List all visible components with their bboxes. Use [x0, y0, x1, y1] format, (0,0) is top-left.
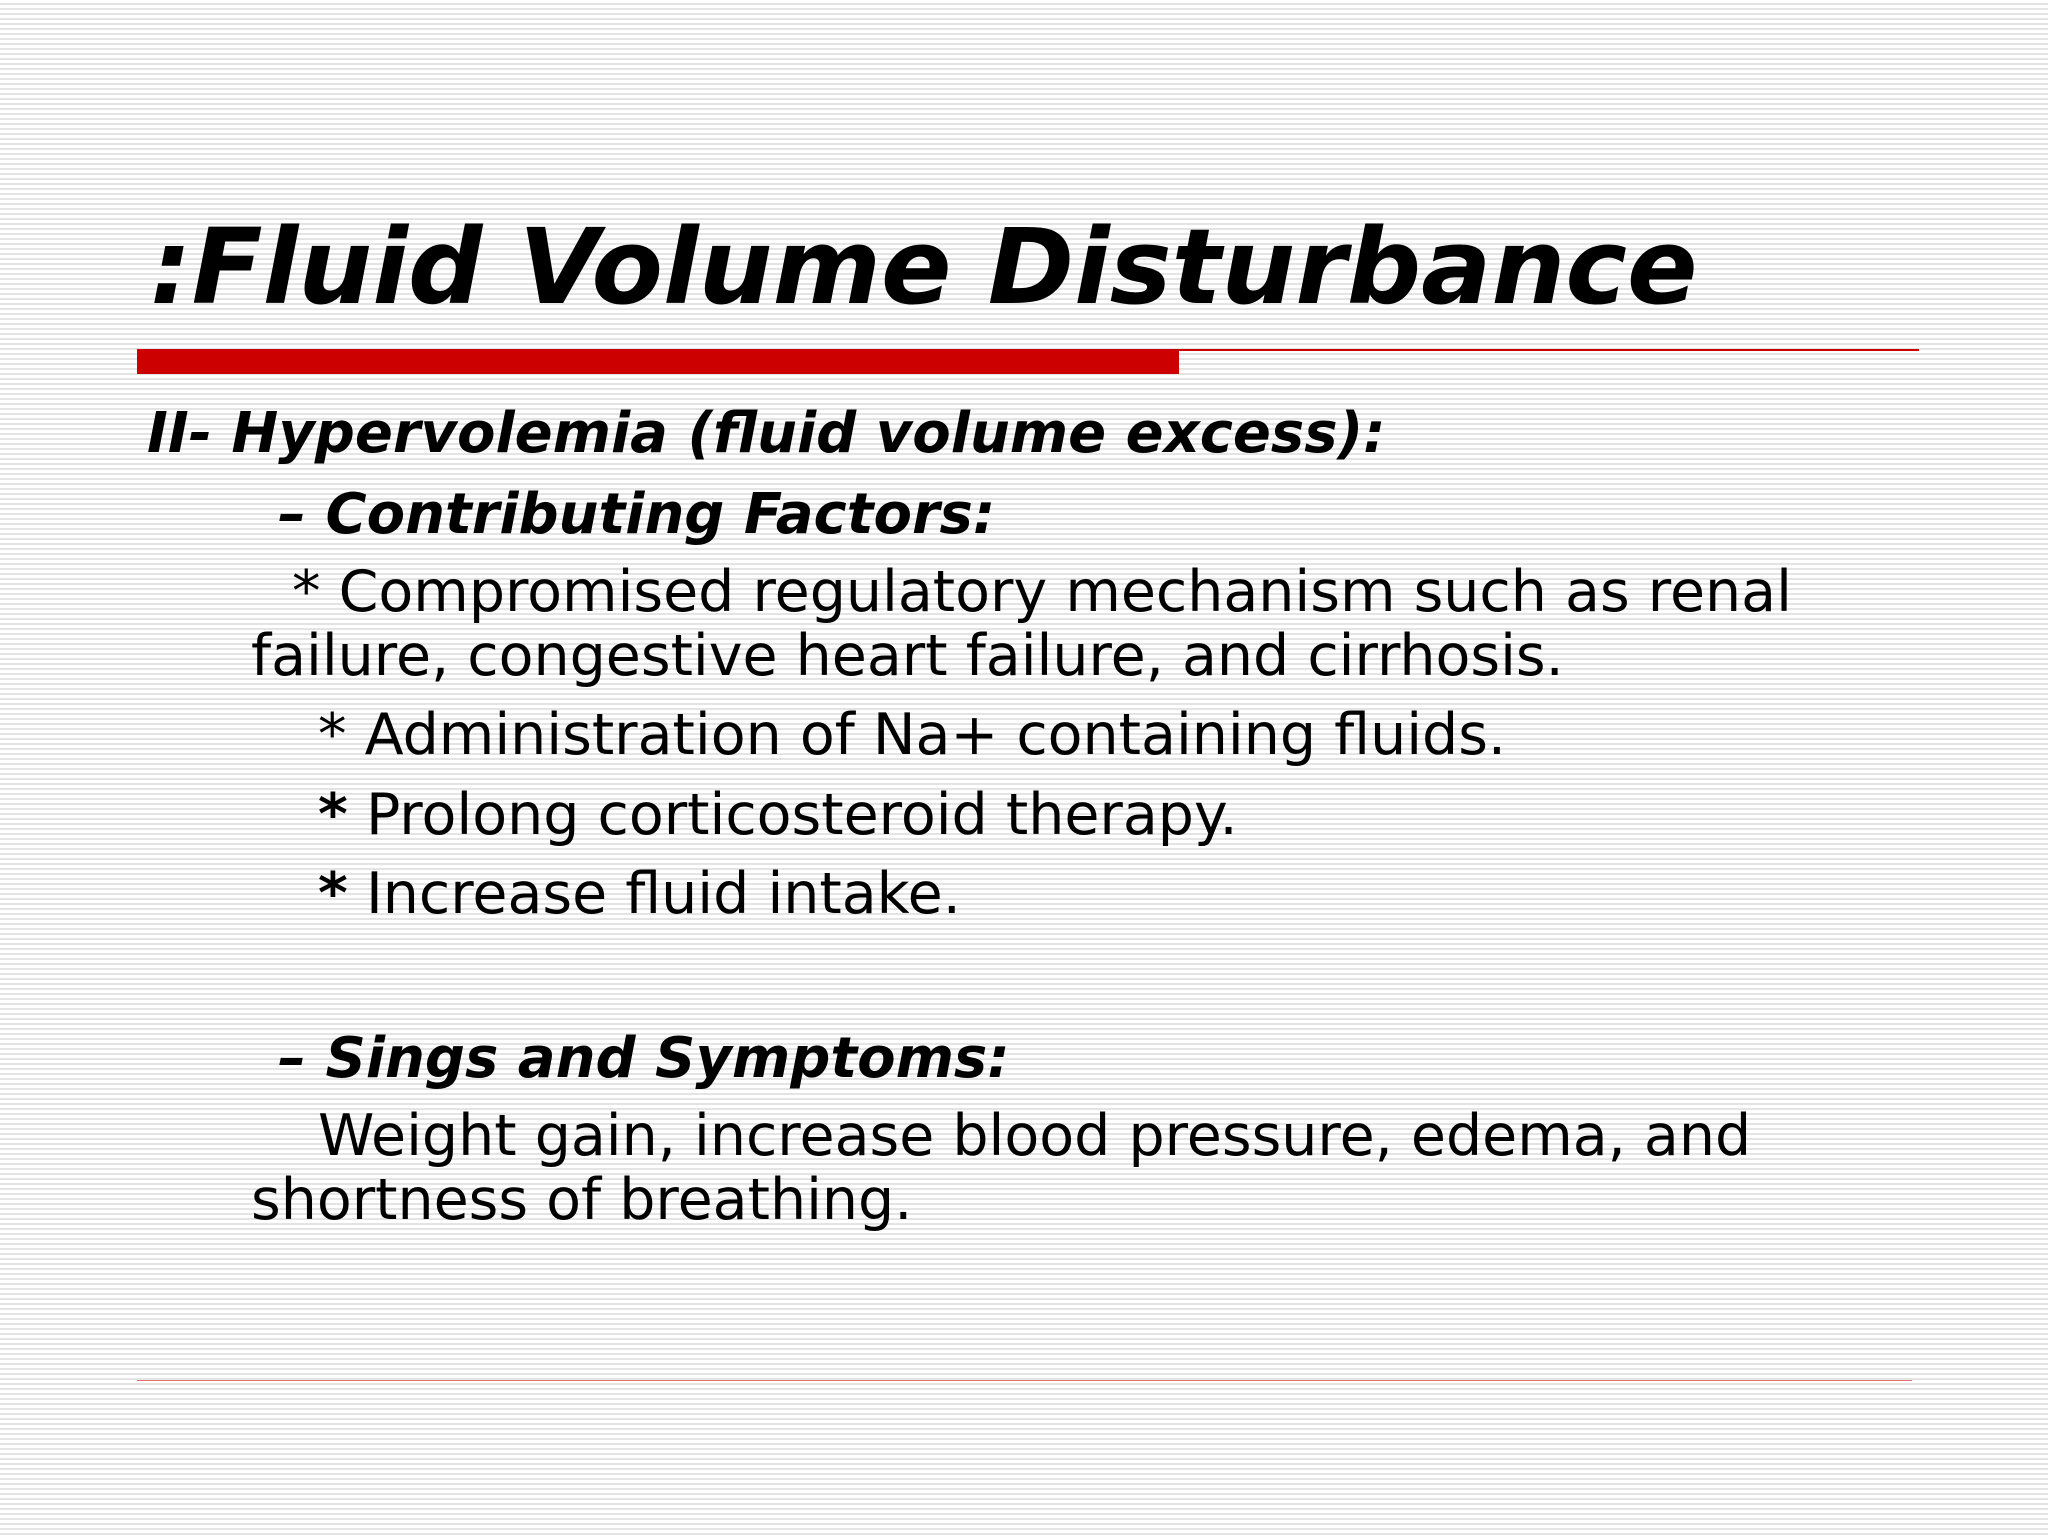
contributing-factors-label: Contributing Factors:: [325, 482, 996, 547]
factor-item-3-text: Prolong corticosteroid therapy.: [365, 782, 1238, 848]
factor-item-1-text: Compromised regulatory mechanism such as renal: [338, 559, 1792, 625]
bullet-star: *: [318, 702, 347, 768]
factor-item-4: [318, 862, 961, 927]
factor-item-1-line-1: [292, 560, 1792, 625]
contributing-factors-heading: [278, 481, 995, 548]
bullet-star: *: [318, 861, 348, 927]
signs-text-line-2: shortness of breathing.: [251, 1167, 913, 1233]
dash-marker: –: [278, 1026, 306, 1091]
factor-item-3: [318, 783, 1238, 848]
footer-divider: [137, 1380, 1912, 1381]
signs-symptoms-heading: [278, 1025, 1010, 1092]
factor-item-2-text: Administration of Na+ containing fluids.: [364, 702, 1507, 768]
section-heading: II- Hypervolemia (fluid volume excess):: [147, 401, 1386, 466]
dash-marker: –: [278, 482, 306, 547]
title-underline-thick: [137, 349, 1179, 374]
signs-symptoms-label: Sings and Symptoms:: [325, 1026, 1010, 1091]
factor-item-4-text: Increase fluid intake.: [365, 861, 961, 927]
bullet-star: *: [292, 559, 321, 625]
bullet-star: *: [318, 782, 348, 848]
title-underline-thin: [1179, 349, 1919, 351]
slide-title: :Fluid Volume Disturbance: [150, 206, 1698, 328]
factor-item-2: [318, 703, 1506, 768]
signs-text-line-1: Weight gain, increase blood pressure, edema, and: [318, 1103, 1752, 1169]
factor-item-1-line-2: failure, congestive heart failure, and cirrhosis.: [251, 623, 1564, 689]
